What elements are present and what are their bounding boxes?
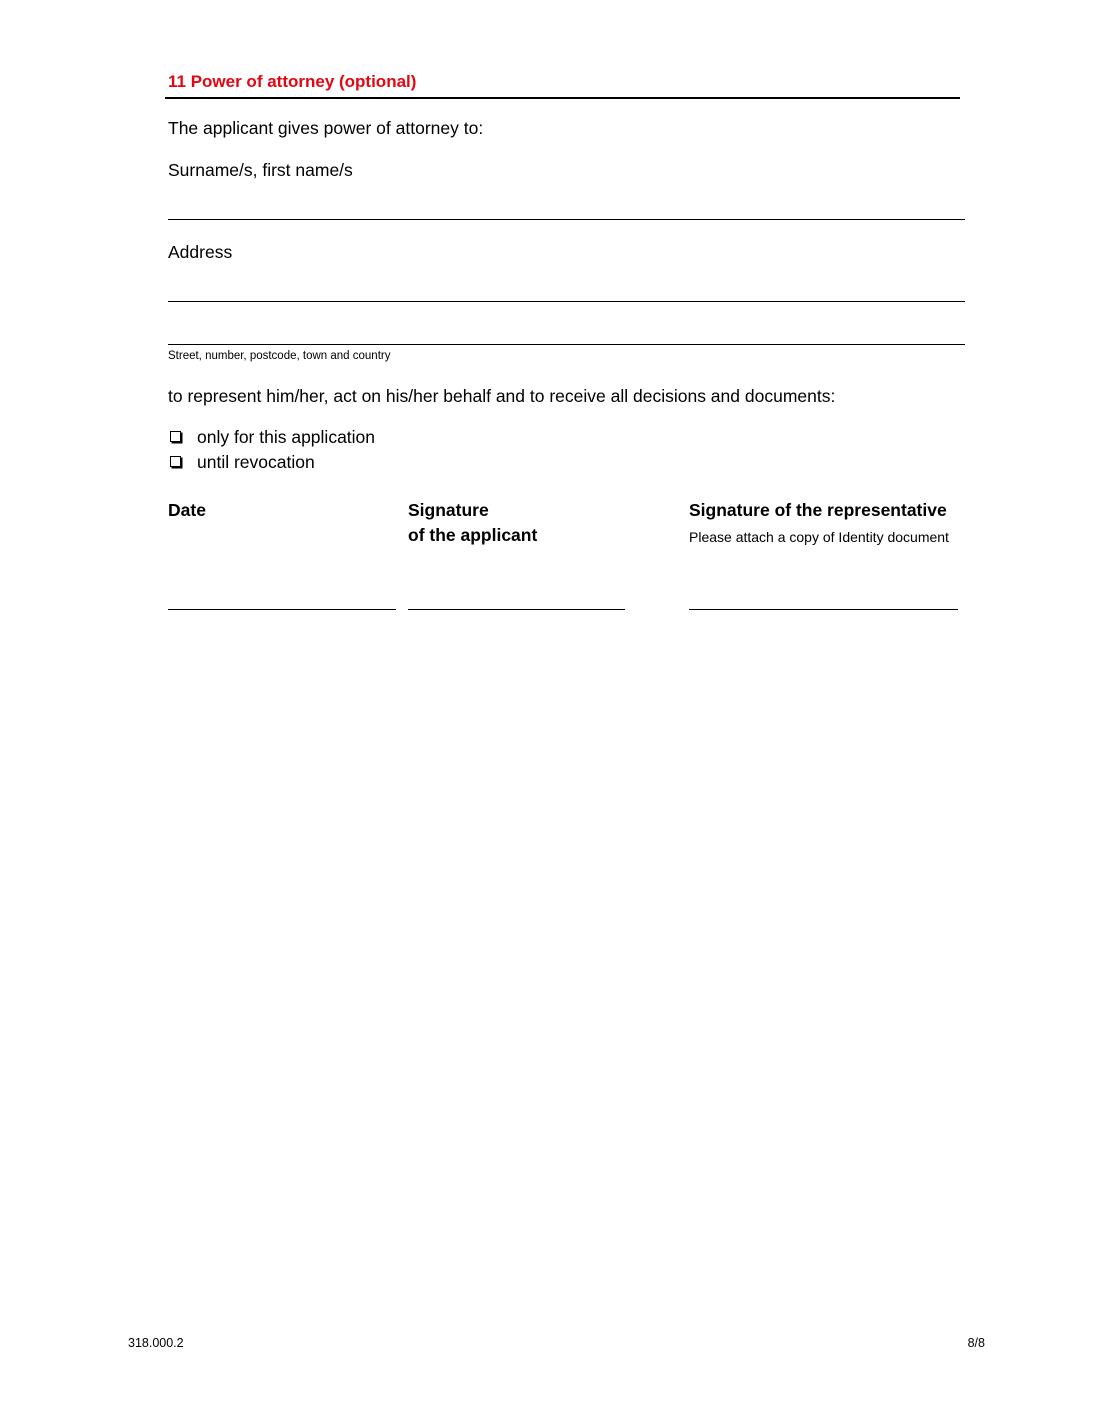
page-number: 8/8	[967, 1336, 985, 1350]
option-application-checkbox[interactable]	[170, 431, 181, 442]
name-label: Surname/s, first name/s	[168, 160, 353, 180]
representative-signature-label: Signature of the representative	[689, 500, 947, 520]
section-title: 11 Power of attorney (optional)	[168, 72, 417, 91]
name-input-line[interactable]	[168, 219, 965, 220]
applicant-signature-line[interactable]	[408, 609, 625, 610]
date-label: Date	[168, 500, 206, 520]
form-number: 318.000.2	[128, 1336, 184, 1350]
address-input-line-2[interactable]	[168, 344, 965, 345]
representative-signature-line[interactable]	[689, 609, 958, 610]
address-input-line-1[interactable]	[168, 301, 965, 302]
represent-text: to represent him/her, act on his/her behalf and to receive all decisions and documents:	[168, 386, 836, 406]
address-label: Address	[168, 242, 233, 262]
section-divider	[165, 97, 960, 99]
representative-note: Please attach a copy of Identity document	[689, 529, 949, 545]
applicant-signature-label-line2: of the applicant	[408, 525, 538, 545]
option-application-label: only for this application	[197, 427, 376, 447]
option-revocation-label: until revocation	[197, 452, 315, 472]
intro-text: The applicant gives power of attorney to:	[168, 118, 484, 138]
date-input-line[interactable]	[168, 609, 396, 610]
applicant-signature-label-line1: Signature	[408, 500, 489, 520]
address-hint: Street, number, postcode, town and country	[168, 350, 391, 362]
option-revocation-checkbox[interactable]	[170, 456, 181, 467]
